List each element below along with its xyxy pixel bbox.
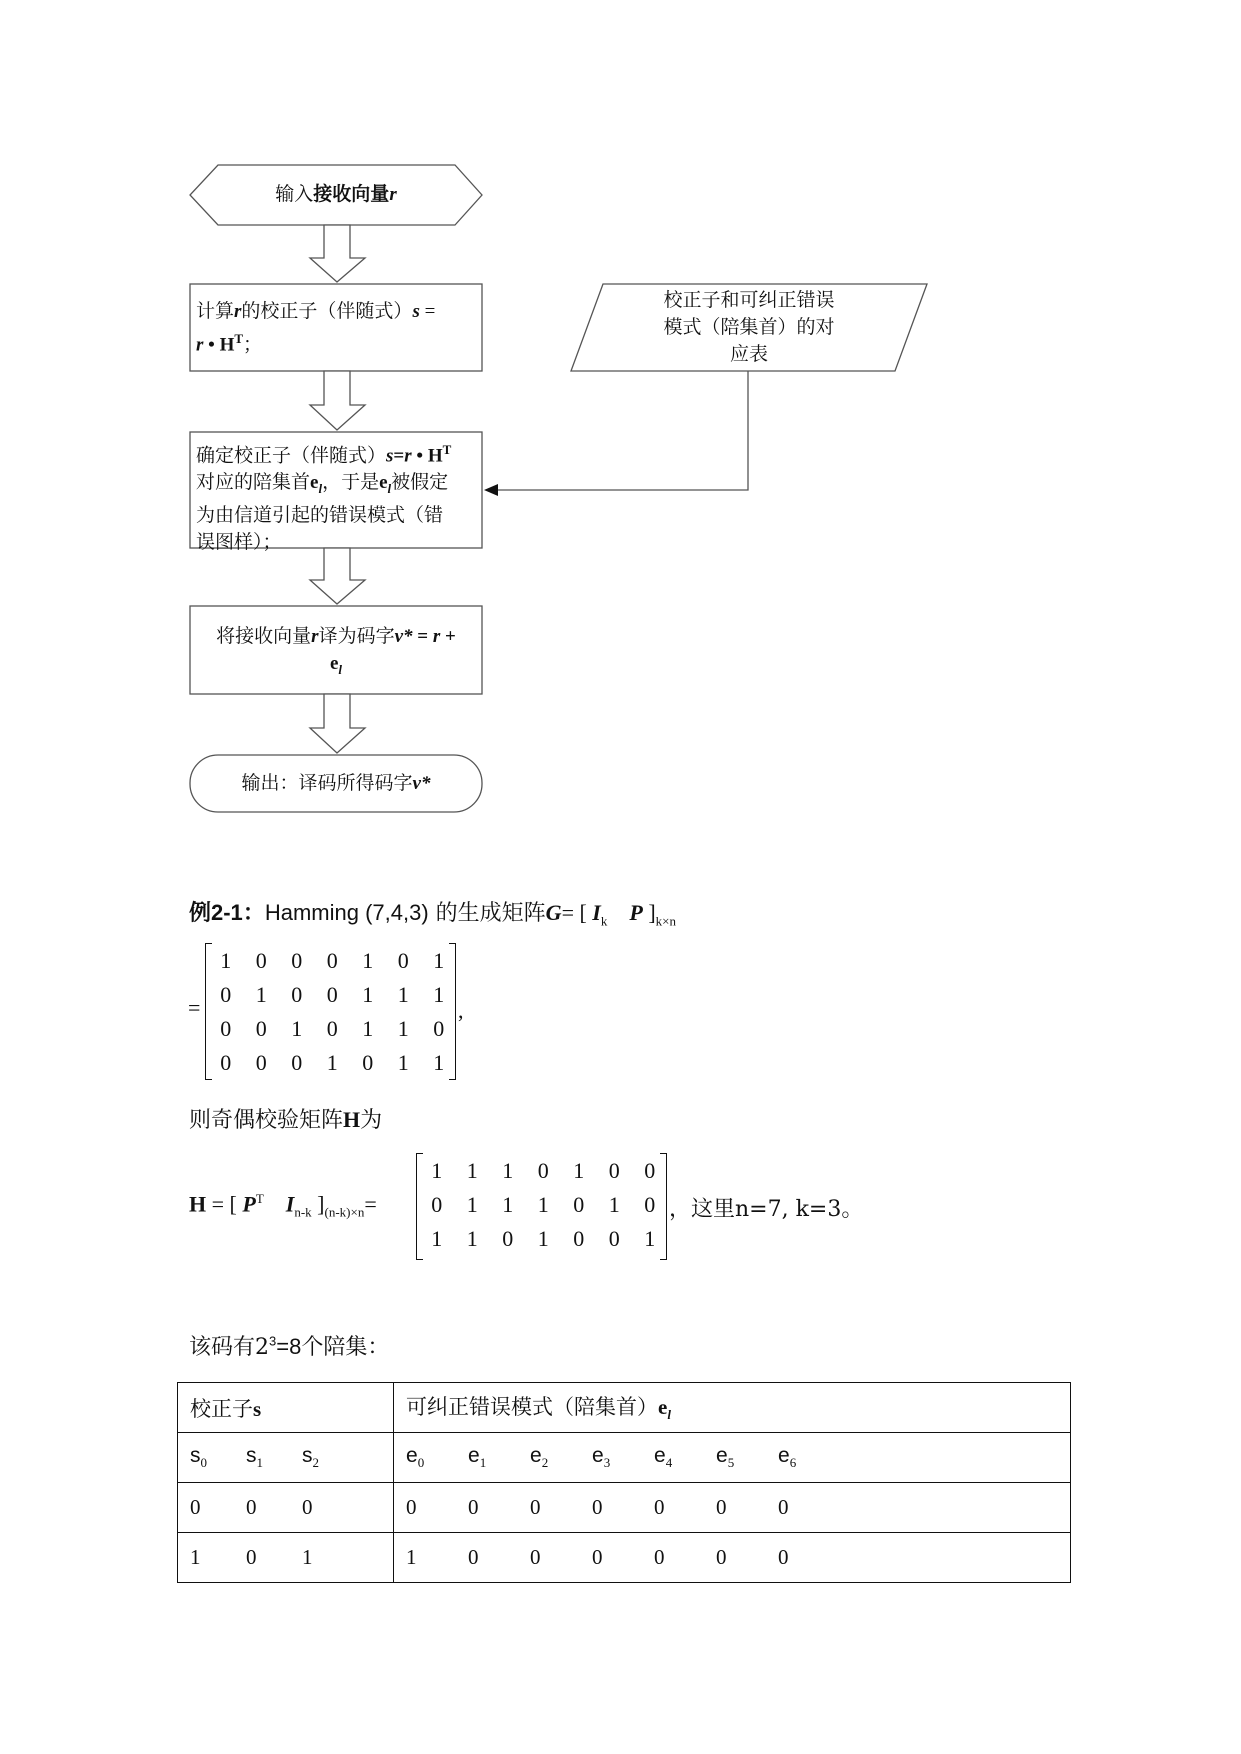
step3-label	[190, 623, 482, 683]
step2-text-a: 确定校正子（伴随式）	[196, 444, 387, 467]
G-matrix-cell: 0	[433, 1016, 445, 1041]
G-matrix-cell: 1	[433, 1050, 445, 1075]
G-matrix-cell: 0	[291, 1050, 303, 1075]
H-matrix-cell: 0	[537, 1158, 549, 1183]
H-matrix-cell: 0	[644, 1158, 656, 1183]
step3-var-r2: r	[432, 626, 441, 647]
step3-text-b: 译为码字	[318, 625, 395, 647]
H-intro-b: 为	[360, 1108, 383, 1133]
cosets-b: =8个陪集：	[276, 1334, 390, 1359]
syndrome-value: 1	[190, 1545, 201, 1569]
syndrome-value: 1	[302, 1545, 313, 1569]
H-matrix-cell: 1	[537, 1226, 549, 1251]
H-bracket-right	[660, 1153, 667, 1260]
step2-eq: =	[393, 445, 405, 467]
table-ref-line2: 模式（陪集首）的对	[663, 316, 835, 338]
G-matrix-cell: 1	[397, 1050, 409, 1075]
H-matrix-cell: 1	[466, 1158, 478, 1183]
G-matrix-cell: 0	[255, 948, 267, 973]
G-matrix-cell: 1	[397, 982, 409, 1007]
H-def-T: T	[255, 1191, 264, 1206]
input-label	[190, 181, 482, 208]
row0-syndrome	[190, 1495, 393, 1520]
table-header-row	[178, 1383, 1071, 1433]
s-column-labels	[190, 1444, 393, 1471]
H-intro-H: H	[343, 1107, 361, 1132]
step2-dot: •	[411, 445, 428, 467]
step1-label	[196, 298, 478, 358]
error-value: 0	[716, 1545, 727, 1569]
H-trail: ，这里n=7, k=3。	[669, 1197, 864, 1222]
input-prefix: 输入	[275, 183, 314, 205]
example-colon: ：	[242, 900, 265, 926]
H-def-H: H	[189, 1191, 207, 1217]
H-matrix-cell: 0	[573, 1192, 585, 1217]
step3-var-r: r	[311, 626, 319, 647]
H-def-close: ]	[311, 1191, 325, 1217]
G-matrix-cell: 0	[255, 1016, 267, 1041]
G-matrix	[208, 944, 457, 1080]
step2-T: T	[442, 442, 452, 457]
step1-eq: =	[419, 301, 436, 322]
e-column-label: $e_3$	[592, 1443, 611, 1471]
error-value: 0	[468, 1495, 479, 1519]
row1-syndrome	[190, 1545, 393, 1570]
step2-line3: 为由信道引起的错误模式（错	[196, 504, 444, 527]
step1-dot: •	[203, 334, 220, 356]
table-subheader-row	[178, 1433, 1071, 1483]
step3-var-v: v*	[394, 626, 413, 647]
step2-H: H	[427, 445, 443, 467]
H-matrix-cell: 0	[608, 1226, 620, 1251]
H-matrix	[419, 1154, 668, 1256]
H-matrix-cell: 0	[431, 1192, 443, 1217]
e-column-label: $e_4$	[654, 1443, 673, 1471]
step1-var-r: r	[234, 301, 242, 322]
table-ref-line1: 校正子和可纠正错误	[663, 289, 835, 311]
G-matrix-cell: 0	[220, 982, 232, 1007]
header-syndrome	[178, 1383, 394, 1433]
example-title	[189, 896, 676, 929]
row1-error	[406, 1545, 1070, 1570]
error-value: 0	[530, 1545, 541, 1569]
example-k: k	[600, 913, 608, 929]
G-matrix-cell: 0	[255, 1050, 267, 1075]
step3-e-sub: l	[338, 661, 343, 677]
arrow-2	[310, 371, 365, 430]
flowchart	[0, 0, 1241, 870]
table-row	[178, 1483, 1071, 1533]
step2-e2-sub: l	[387, 481, 392, 497]
e-column-label: $e_5$	[716, 1443, 735, 1471]
step1-var-s: s	[412, 301, 420, 322]
error-value: 0	[530, 1495, 541, 1519]
G-matrix-cell: 1	[433, 982, 445, 1007]
step2-e-sub: l	[318, 481, 323, 497]
G-matrix-cell: 0	[291, 982, 303, 1007]
cosets-a: 该码有2	[189, 1335, 269, 1360]
syndrome-value: 0	[190, 1495, 201, 1519]
G-matrix-cell: 1	[362, 1016, 374, 1041]
step2-text-c: ，于是	[322, 471, 380, 494]
error-value: 0	[406, 1495, 417, 1519]
error-value: 0	[592, 1545, 603, 1569]
table-ref-label	[600, 287, 898, 368]
H-matrix-cell: 0	[573, 1226, 585, 1251]
error-value: 1	[406, 1545, 417, 1569]
step2-e2: e	[379, 472, 388, 494]
e-column-label: $e_0$	[406, 1443, 425, 1471]
G-eq: =	[188, 995, 201, 1020]
G-matrix-cell: 0	[326, 982, 338, 1007]
output-text: 输出：译码所得码字	[241, 772, 413, 794]
step1-end: ；	[243, 333, 263, 356]
step3-e: e	[329, 653, 339, 674]
H-matrix-cell: 1	[466, 1226, 478, 1251]
H-matrix-cell: 1	[537, 1192, 549, 1217]
e-column-label: $e_1$	[468, 1443, 487, 1471]
step3-text-a: 将接收向量	[216, 625, 312, 647]
s-column-label: $s_2$	[302, 1443, 319, 1471]
error-value: 0	[716, 1495, 727, 1519]
error-value: 0	[778, 1495, 789, 1519]
step1-H: H	[219, 334, 235, 356]
G-matrix-cell: 0	[220, 1016, 232, 1041]
G-matrix-cell: 1	[220, 948, 232, 973]
example-I: I	[592, 900, 601, 925]
step2-label	[196, 436, 478, 556]
e-column-label: $e_6$	[778, 1443, 797, 1471]
H-matrix-cell: 1	[431, 1226, 443, 1251]
H-def-eq: = [	[206, 1191, 243, 1217]
H-def-eq2: =	[364, 1191, 377, 1217]
header-error-pattern	[394, 1383, 1071, 1433]
header-syndrome-text: 校正子	[190, 1396, 253, 1421]
example-G: G	[545, 900, 562, 925]
step2-text-b: 对应的陪集首	[196, 471, 311, 494]
s-column-label: $s_1$	[246, 1443, 263, 1471]
H-matrix-cell: 1	[573, 1158, 585, 1183]
G-trail: ,	[458, 998, 464, 1023]
G-matrix-cell: 0	[220, 1050, 232, 1075]
step2-line4: 误图样）；	[196, 531, 282, 554]
H-matrix-cell: 0	[644, 1192, 656, 1217]
G-matrix-cell: 0	[291, 948, 303, 973]
header-syndrome-s: s	[253, 1396, 262, 1421]
G-matrix-cell: 1	[291, 1016, 303, 1041]
H-matrix-cell: 1	[431, 1158, 443, 1183]
H-matrix-cell: 1	[608, 1192, 620, 1217]
e-column-label: $e_2$	[530, 1443, 549, 1471]
H-def-P: P	[242, 1191, 256, 1217]
step2-e: e	[310, 472, 319, 494]
step1-text-a: 计算	[196, 300, 235, 322]
error-value: 0	[654, 1495, 665, 1519]
G-matrix-cell: 0	[326, 1016, 338, 1041]
H-matrix-cell: 0	[608, 1158, 620, 1183]
cosets-text	[189, 1330, 389, 1361]
syndrome-table	[177, 1382, 1071, 1583]
G-matrix-cell: 1	[362, 982, 374, 1007]
H-matrix-cell: 1	[644, 1226, 656, 1251]
error-value: 0	[778, 1545, 789, 1569]
H-matrix-cell: 1	[502, 1192, 514, 1217]
G-matrix-cell: 1	[362, 948, 374, 973]
s-column-label: $s_0$	[190, 1443, 207, 1471]
G-matrix-cell: 1	[397, 1016, 409, 1041]
example-close: ]	[642, 900, 656, 925]
step2-var-r: r	[404, 445, 412, 467]
example-title-b: 的生成矩阵	[428, 901, 546, 926]
H-intro-a: 则奇偶校验矩阵	[189, 1108, 344, 1133]
header-error-text: 可纠正错误模式（陪集首）	[406, 1395, 658, 1420]
example-label: 例2-1	[189, 900, 243, 925]
example-eq: = [	[561, 900, 593, 925]
G-matrix-cell: 1	[326, 1050, 338, 1075]
G-matrix-cell: 0	[326, 948, 338, 973]
H-definition	[189, 1191, 377, 1221]
example-title-a: Hamming (7,4,3)	[264, 900, 429, 925]
H-intro	[189, 1103, 382, 1134]
H-matrix-cell: 0	[502, 1226, 514, 1251]
H-def-sub: (n-k)×n	[324, 1204, 365, 1220]
step2-text-d: 被假定	[391, 471, 449, 494]
G-matrix-cell: 1	[255, 982, 267, 1007]
syndrome-value: 0	[246, 1495, 257, 1519]
table-ref-line3: 应表	[729, 343, 768, 365]
header-error-e: e	[658, 1395, 668, 1420]
error-value: 0	[468, 1545, 479, 1569]
step2-var-s: s	[386, 445, 394, 467]
cosets-sup: 3	[269, 1333, 277, 1349]
syndrome-value: 0	[246, 1545, 257, 1569]
row0-error	[406, 1495, 1070, 1520]
example-P: P	[629, 900, 643, 925]
G-bracket-right	[449, 943, 456, 1080]
H-def-nk: n-k	[294, 1204, 312, 1220]
output-var-v: v*	[412, 773, 431, 794]
H-matrix-cell: 1	[466, 1192, 478, 1217]
G-matrix-cell: 0	[362, 1050, 374, 1075]
input-var: r	[389, 184, 397, 205]
H-matrix-cell: 1	[502, 1158, 514, 1183]
input-bold: 接收向量	[313, 183, 390, 205]
table-row	[178, 1533, 1071, 1583]
connector-line	[496, 371, 748, 490]
G-matrix-cell: 1	[433, 948, 445, 973]
error-value: 0	[592, 1495, 603, 1519]
step1-T: T	[234, 331, 244, 346]
arrow-1	[310, 225, 365, 282]
error-value: 0	[654, 1545, 665, 1569]
syndrome-value: 0	[302, 1495, 313, 1519]
connector-arrowhead	[484, 484, 498, 496]
step1-var-r2: r	[196, 334, 204, 356]
arrow-4	[310, 694, 365, 753]
G-matrix-cell: 0	[397, 948, 409, 973]
arrow-3	[310, 548, 365, 604]
e-column-labels	[406, 1444, 1070, 1471]
H-def-I: I	[285, 1191, 295, 1217]
step1-text-b: 的校正子（伴随式）	[241, 300, 413, 322]
step3-plus: +	[440, 626, 456, 647]
header-error-sub: l	[667, 1407, 671, 1423]
step3-eq: =	[412, 626, 433, 647]
example-kxn: k×n	[655, 913, 676, 929]
output-label	[190, 770, 482, 797]
